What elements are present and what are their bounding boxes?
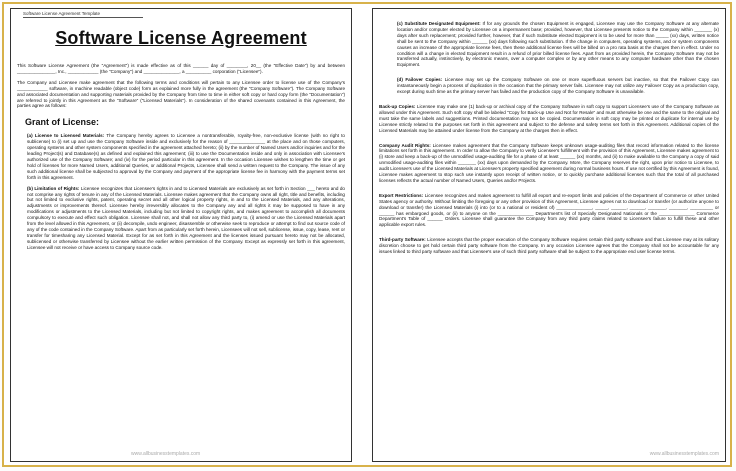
watermark-right: www.allbusinesstemplates.com: [649, 451, 719, 457]
clause-a-label: (a) License to Licensed Materials:: [27, 133, 105, 139]
backup-copies-label: Back-up Copies:: [379, 103, 416, 109]
watermark-left: www.allbusinesstemplates.com: [131, 451, 201, 457]
clause-b-label: (b) Limitation of Rights:: [27, 185, 80, 191]
backup-copies-text: Licensee may make one (1) back-up or archival copy of the Company Software in soft copy to support Licensee's use of the Company Software as allowed under this Agreement. Such soft copy shall be labeled "Copy for Back-up Use and Not for Resale" and must otherwise be one and the same to the original and must take the same labels and suggestions. Printed documentation may not be copied. Documentation in soft copy may be printed or duplicate for internal use by Licensee strictly related to the purposes set forth in this agreement and subject to the defense and safety terms set forth in this Agreement. Additional copies of the Licensed Materials may be attained under license from the Company at the charges then in effect.: [379, 103, 720, 133]
audit-rights-label: Company Audit Rights:: [379, 142, 431, 148]
third-party-section: [379, 237, 719, 255]
grant-of-license-heading: Grant of License:: [25, 117, 100, 128]
clause-d: [379, 77, 719, 95]
page-left: [10, 8, 352, 462]
clause-b: [17, 186, 345, 251]
export-restrictions-section: [379, 193, 719, 228]
clause-c: [379, 21, 719, 68]
audit-rights-section: [379, 143, 719, 184]
clause-a-text: The Company hereby agrees to Licensee a nontransferable, royalty-free, non-exclusive license (with no right to sublicense) to (i) set up and use the Company Software inside and exclusively for the reason of ______________ at the place and on those computers, operating systems and other system components specified in the agreement attached hereto; (ii) by the number of Named Users and/or inquiries and for the leading Project(s) and Database(s) as defined and explained this agreement; (iii) to use the Documentation inside and only in association with Licensee's authorized use of the Company Software; and (iv) for the period particular in this agreement. In the occasion Licensee wishes to lengthen the time or get hold of licenses for more Named Users, additional Queries, or additional Projects, Licensee shall send a written request to the Company. The issue of any such additional license shall be subjected to approval by the Company and payment of the appropriate license fee in harmony with the payment terms set forth in this agreement.: [27, 133, 345, 180]
intro-paragraph-2: The Company and Licensee make agreement that the following terms and conditions will pertain to any Licensee order to license use of the Company's ____________ software, in machine readable (object code) form as explained more fully in the agreement (the "Company Software"). The Company Software and associated documentation and supporting materials provided by the Company from time to time in either soft copy or hard copy form (the "Documentation") are referred to jointly in this Agreement as the "Software" ("Licensed Materials"). In consideration of the shared covenants contained in this Agreement, the parties agree as follows:: [17, 79, 345, 109]
audit-rights-text: Licensee makes agreement that the Company Software keeps unknown usage-auditing files that record information related to the license limitations set forth in this agreement. In order to allow the Company to verify Licensee's fulfillment with the provision of this Agreement, Licensee makes agreement to (i) store and keep a back-up of the unmodified usage-auditing file for a phase of at least ______ (xx) months, and (ii) to make available to the Company a copy of said unmodified usage-auditing files within _______ (xx) days upon demanded by the Company. More, the Company reserves the right, upon prior notice to Licensee, to audit Licensee's use of the Licensed Materials at Licensee's property specified agreement during normal business hours. If use not certified by this Agreement is found, Licensee makes agreement to stop such use instantly upon receipt of written notice, or to quickly purchase additional licenses such that the total of all purchased licenses reflects the actual number of Named Users, Queries and/or Projects.: [379, 142, 720, 183]
clause-a: [17, 133, 345, 180]
clause-d-label: (d) Failover Copies:: [397, 77, 443, 83]
clause-c-text: If for any grounds the chosen Equipment is engaged, Licensee may use the Company Software at any alternate location and/or computer elected by Licensee on a impermanent base; provided, however, that Licensee presents notice to the Company within _______ (x) days after such replacement; provided further, however, that if such Substitute elected Equipment is to be used for more than _____ (xx) days, written notice shall be sent to the Company within ______ (xx) days following such substitution. If the change in computers, operating systems, and or system components causes an increase of the appropriate license fees, then these additional license fees will be billed on a pro rata basis at the charges then in effect. Under no condition will a change in elected Equipment result in a refund of prior billed license fees. Apart from as provided herein, the Company Software may not be transferred actually, instinctively, by electronic means, over a computer complex or by any other means to any computer hardware other than the chosen Equipment.: [397, 21, 719, 68]
page-right: [372, 8, 726, 462]
template-header-label: Software License Agreement Template: [23, 11, 143, 18]
clause-b-text: Licensee recognizes that Licensee's rights in and to Licensed Materials are exclusively as set forth in Section ___ hereto and do not comprise any rights of tenure in any of the Licensed Materials. Licensee makes agreement that the Company owns all right, title and benefits, including but not limited to exclusive rights, patent, operating secret and all other logical property rights, in and to the Licensed Materials, and any alterations, adjustments or improvements thereof. Licensee hereby irreversibly allocates to the Company any and all rights it may be supposed to have in any modifications or adjustments to the Licensed Materials, including but not limited to copyright rights, and makes agreement to accomplish all documents compulsory to execute and effect such obligation. Licensee shall not, and shall not allow any third party to, (i) amend or use the Licensed Materials apart from the level allowed in this Agreement, or (ii) decompile, undo engineer, disassemble or otherwise seek to reproduce or attempt to find out source code of any of the code contained in the Company Software. Apart from as particularly set forth herein, Licensees will not sell, sublicense, issue, copy, lease, rent or transfer for timesharing any Licensed Material. Except for as set forth in this Agreement and the licenses issued pursuant hereto may not be allocated, sublicensed or otherwise transferred by Licensee without the earlier written permission of the Company. Except as expressly set forth in this agreement, Licensee will not receive or have access to Company source code.: [27, 185, 345, 250]
clause-d-text: Licensee may set up the Company Software on one or more superfluous servers but inactive, so that the Failover Copy can instantaneously begin a process of duplication in the occasion that the primary server fails. Licensee may not utilize any Failover Copy as a production copy, except during such time as the primary server has failed and the production copy of the Company Software is unavailable.: [397, 77, 720, 95]
third-party-text: Licensee accepts that the proper execution of the Company Software requires certain third party software and that Licensee may at its solitary discretion choose to get hold certain third party software from the Company. In any occasion Licensee agrees that the Company shall not be accountable for any issues linked to third party software and that Licensee's use of such third party software shall be subject to the appropriate end user license terms.: [379, 237, 719, 255]
intro-paragraph-1: This Software License Agreement (the "Agreement") is made effective as of this ______ day of ________, 20__ (the "Effective Date") by and between _______________, Inc., ____________ (the "Company") and ______________, a __________ corporation ("Licensee").: [17, 63, 345, 74]
clause-c-label: (c) Substitute Designated Equipment:: [397, 21, 481, 26]
backup-copies-section: [379, 104, 719, 134]
third-party-label: Third-party Software:: [379, 237, 426, 243]
export-restrictions-label: Export Restrictions:: [379, 192, 424, 198]
document-title: Software License Agreement: [55, 28, 307, 48]
export-restrictions-text: Licensee recognizes and makes agreement to fulfill all export and re-export limits and policies of the Department of Commerce or other United States agency or authority. Without limiting the foregoing or any other provision of this Agreement, Licensee agrees not to download or transfer (or authorize anyone to download or transfer) the Licensed Materials (i) into (or to a national or resident of) ______________, _____, ______, ______, _______, _______, _________ or ______ has embargoed goods, or (ii) to anyone on the ______________ Department's list of Specially Designated Nationals or the ______________ Commerce Department's Table of ______ Orders. Licensee shall guarantee the Company from any third party claims related to Licensee's failure to fulfill these and other applicable export rules.: [379, 192, 719, 228]
